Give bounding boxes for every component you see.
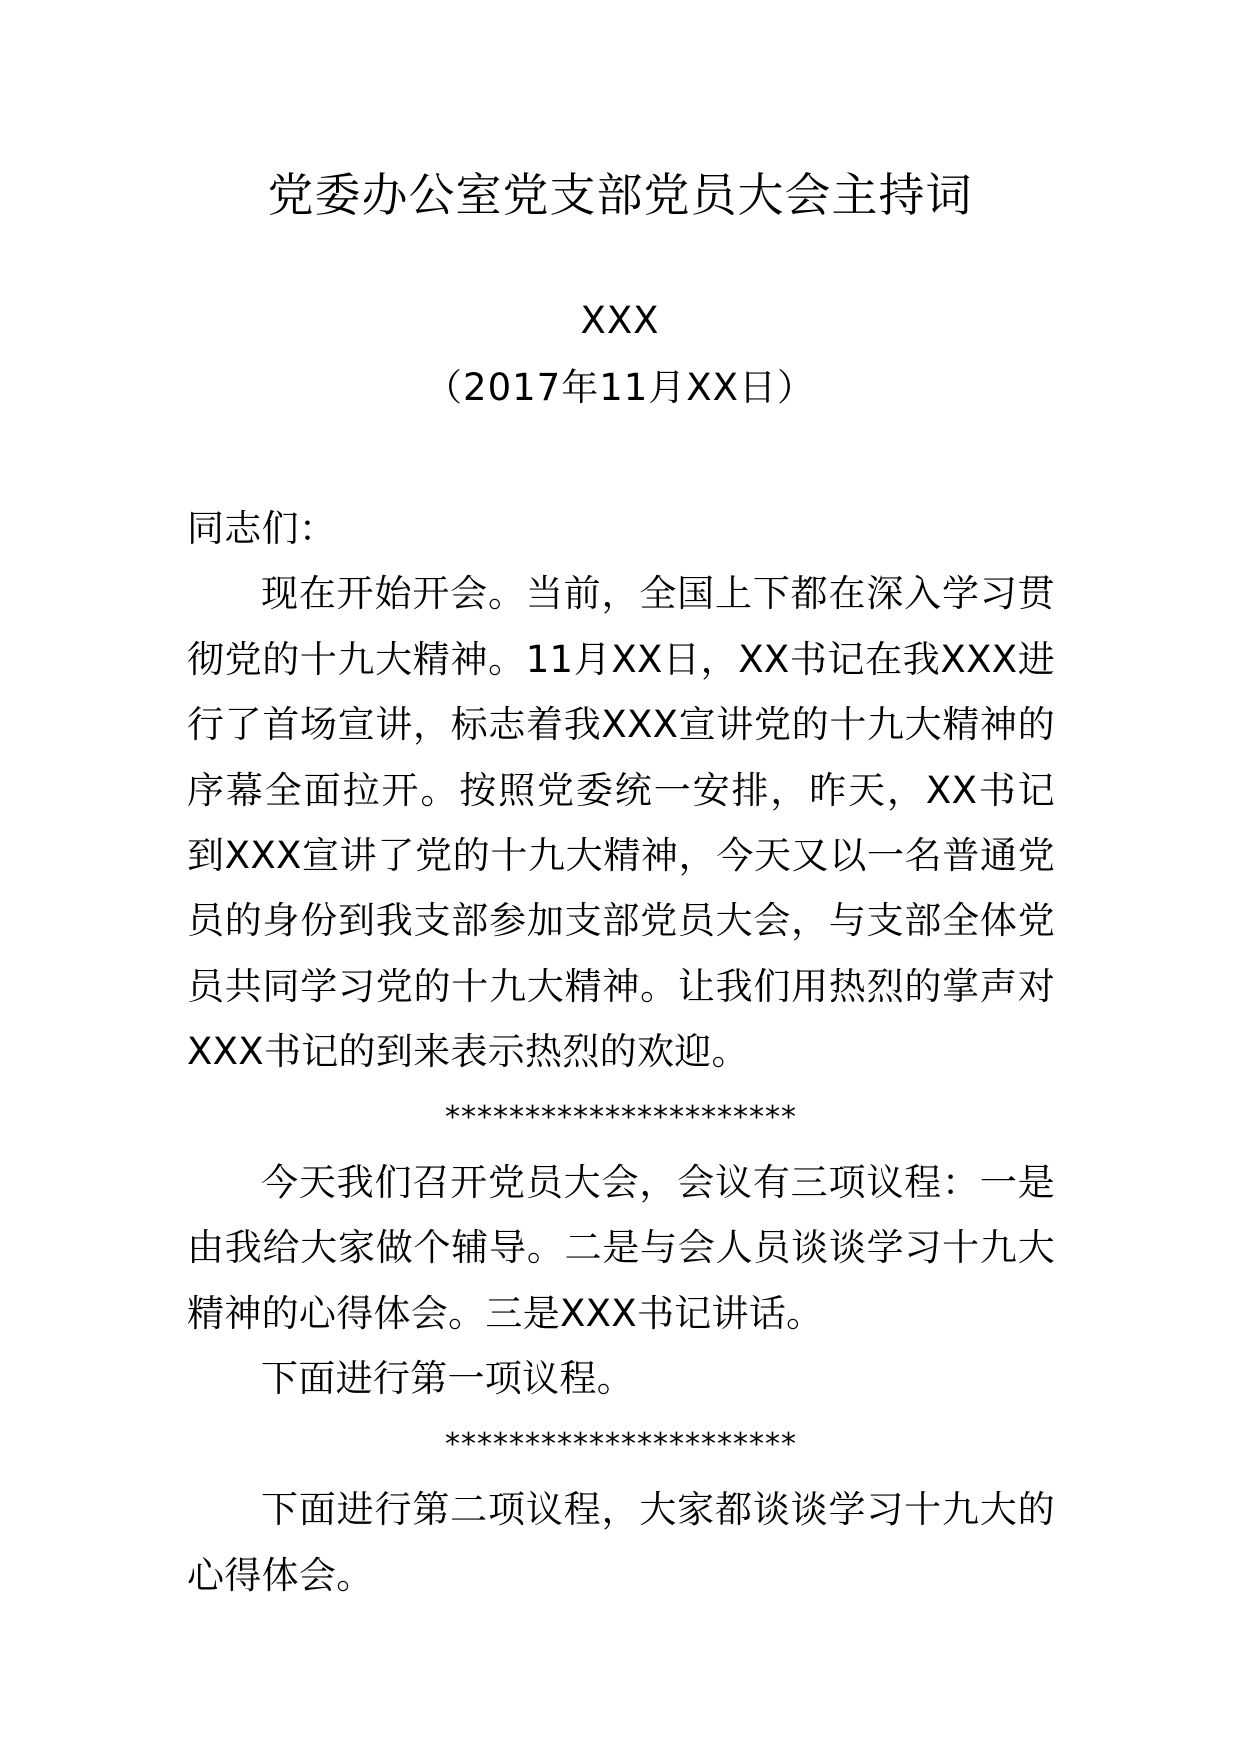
paragraph-agenda-item-2: 下面进行第二项议程，大家都谈谈学习十九大的心得体会。 bbox=[187, 1488, 1055, 1597]
document-title: 党委办公室党支部党员大会主持词 bbox=[267, 168, 973, 222]
document-body bbox=[187, 496, 1055, 1608]
greeting: 同志们： bbox=[187, 507, 337, 550]
paragraph-agenda-item-1: 下面进行第一项议程。 bbox=[261, 1357, 634, 1401]
paragraph-opening: 现在开始开会。当前，全国上下都在深入学习贯彻党的十九大精神。11月XX日，XX书记在我XXX进行了首场宣讲，标志着我XXX宣讲党的十九大精神的序幕全面拉开。按照党委统一安排，昨天，XX书记到XXX宣讲了党的十九大精神，今天又以一名普通党员的身份到我支部参加支部党员大会，与支部全体党员共同学习党的十九大精神。让我们用热烈的掌声对XXX书记的到来表示热烈的欢迎。 bbox=[187, 572, 1055, 1074]
section-separator: ********************** bbox=[445, 1426, 797, 1462]
paragraph-agenda: 今天我们召开党员大会，会议有三项议程：一是由我给大家做个辅导。二是与会人员谈谈学习十九大精神的心得体会。三是XXX书记讲话。 bbox=[187, 1161, 1055, 1335]
document-date: （2017年11月XX日） bbox=[425, 366, 815, 409]
section-separator: ********************** bbox=[445, 1099, 797, 1135]
author-name: XXX bbox=[580, 299, 660, 342]
